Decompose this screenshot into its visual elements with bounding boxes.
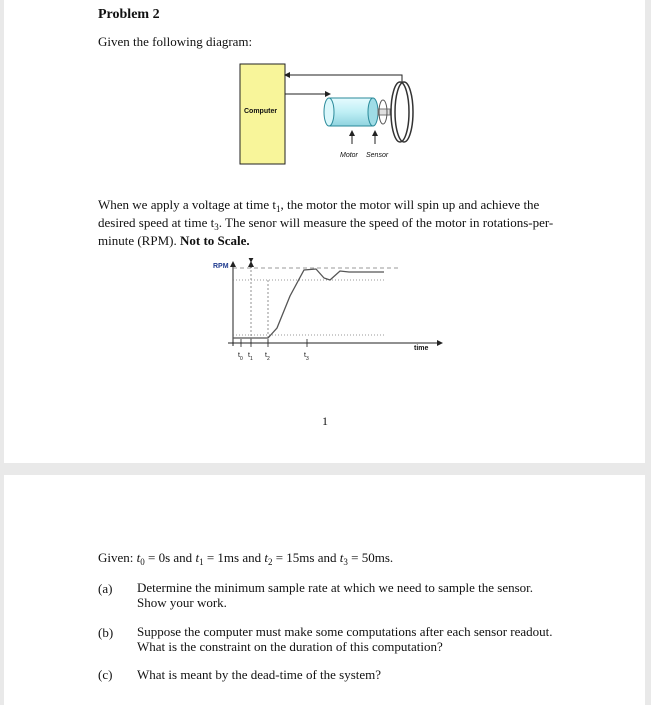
tick-label-t1: $t_1$ xyxy=(248,352,253,362)
document-page-2 xyxy=(4,475,645,705)
feedback-arrow xyxy=(285,75,402,83)
sensor-disc xyxy=(395,82,413,142)
tick-label-t3: $t_3$ xyxy=(304,352,309,362)
question-c-text: What is meant by the dead-time of the system? xyxy=(137,667,382,682)
question-a-text: Determine the minimum sample rate at which we need to sample the sensor. Show your work. xyxy=(137,580,534,610)
y-axis-label: RPM xyxy=(213,263,229,270)
motor-label: Motor xyxy=(340,152,358,159)
computer-label: Computer xyxy=(244,108,278,115)
tick-label-t2: $t_2$ xyxy=(265,352,270,362)
given-values: Given: $t_0 = 0s$ and $t_1 = 1ms$ and $t_2 = 15ms$ and $t_3 = 50ms$. xyxy=(98,550,394,567)
question-c-label: (c) xyxy=(98,667,113,682)
paragraph-line-3: minute (RPM). Not to Scale. xyxy=(98,233,250,248)
x-axis-label: time xyxy=(414,345,429,352)
rpm-graph xyxy=(224,258,449,362)
motor-end xyxy=(324,98,334,126)
problem-heading: Problem 2 xyxy=(98,7,160,22)
question-a-label: (a) xyxy=(98,581,113,596)
motor-body xyxy=(329,98,373,126)
rpm-response-curve xyxy=(233,269,384,338)
document-page-1 xyxy=(4,0,645,463)
sensor-label: Sensor xyxy=(366,152,389,159)
tick-label-t0: $t_0$ xyxy=(238,352,243,362)
question-b-text: Suppose the computer must make some computations after each sensor readout. What is the constraint on the duration of this computation? xyxy=(137,624,553,654)
intro-text: Given the following diagram: xyxy=(98,34,253,49)
question-b-label: (b) xyxy=(98,625,114,640)
paragraph-line-1: When we apply a voltage at time $t_1$, the motor the motor will spin up and achieve the xyxy=(98,197,540,214)
paragraph-line-2: desired speed at time $t_3$. The senor will measure the speed of the motor in rotations-per- xyxy=(98,215,554,232)
page-number: 1 xyxy=(322,414,328,428)
